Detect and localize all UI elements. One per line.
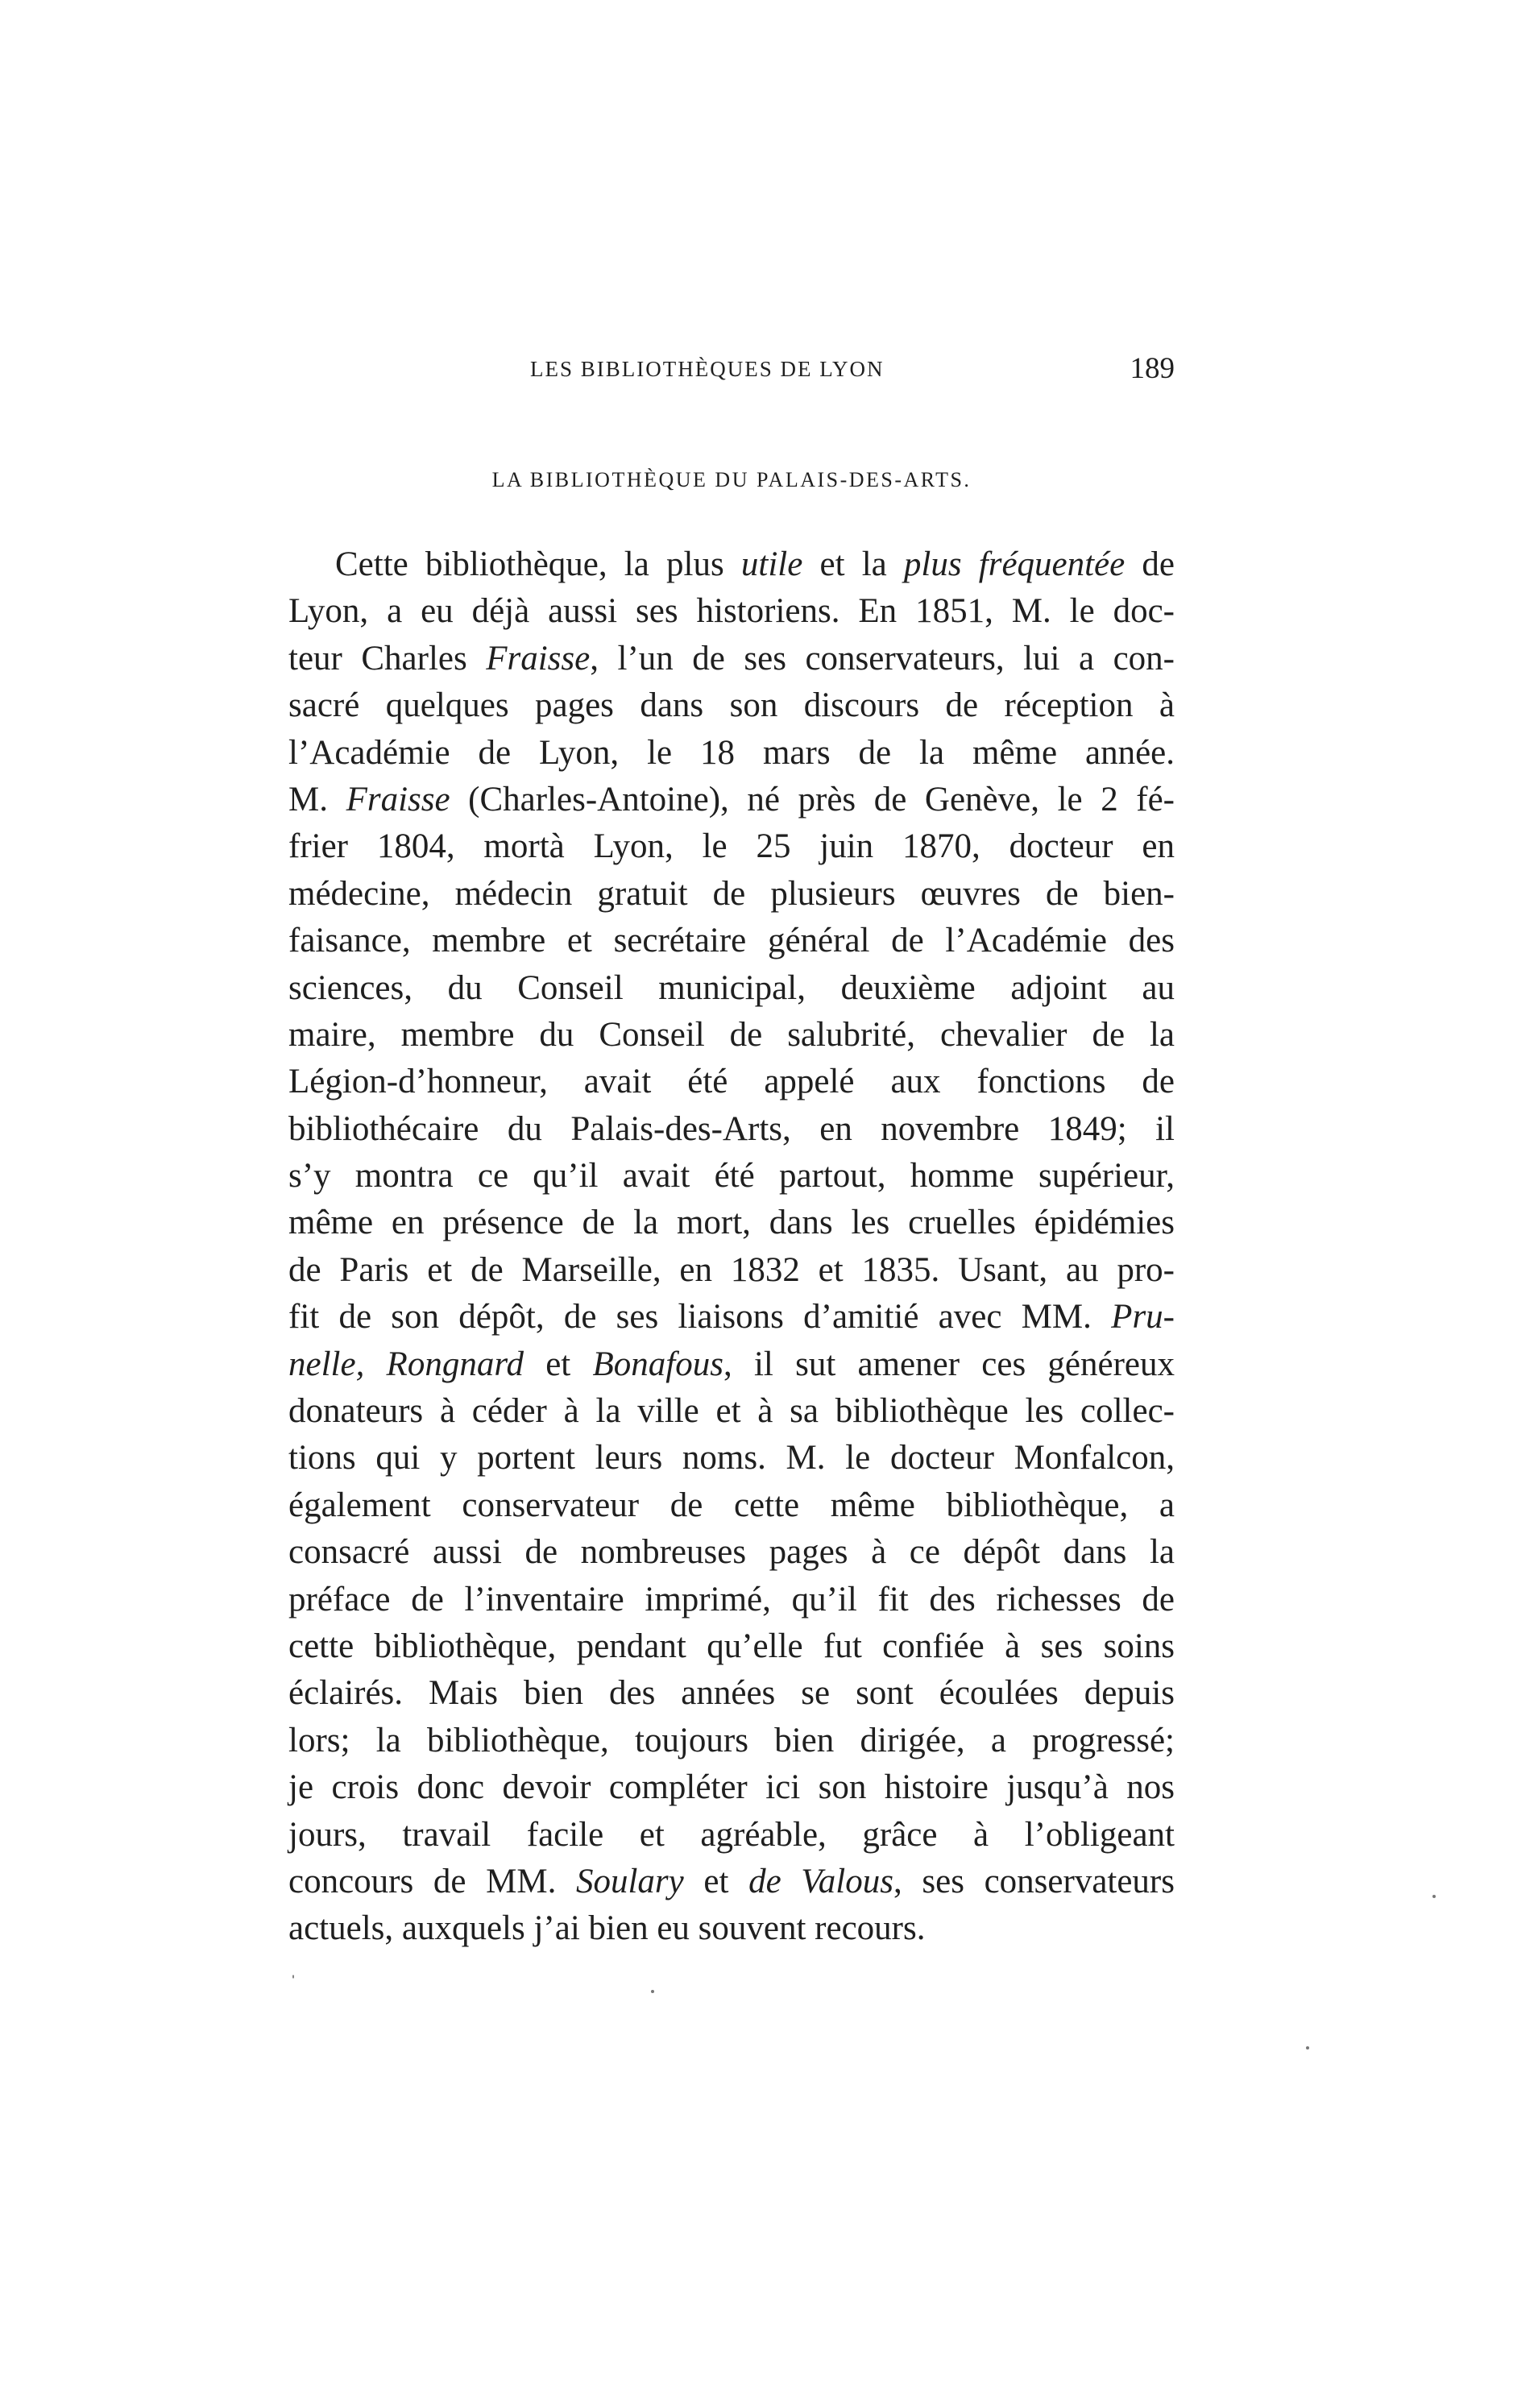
text-line bbox=[288, 1529, 1175, 1576]
text-segment: et bbox=[683, 1862, 749, 1900]
text-line bbox=[288, 541, 1175, 588]
italic-text: nelle, Rongnard bbox=[288, 1345, 524, 1383]
text-segment: même en présence de la mort, dans les cruelles épidémies bbox=[288, 1204, 1175, 1242]
text-segment: sacré quelques pages dans son discours de réception à bbox=[288, 686, 1175, 725]
text-segment: Légion-d’honneur, avait été appelé aux fonctions de bbox=[288, 1063, 1175, 1101]
italic-text: plus fréquentée bbox=[903, 545, 1126, 583]
page-number: 189 bbox=[1130, 352, 1175, 385]
italic-text: Fraisse bbox=[346, 780, 450, 819]
italic-text: utile bbox=[740, 545, 803, 583]
text-segment: teur Charles bbox=[288, 639, 487, 678]
text-segment: je crois donc devoir compléter ici son histoire jusqu’à nos bbox=[288, 1768, 1175, 1807]
text-line bbox=[288, 1059, 1175, 1105]
text-segment: tions qui y portent leurs noms. M. le docteur Monfalcon, bbox=[288, 1439, 1175, 1478]
text-line bbox=[288, 636, 1175, 682]
text-line bbox=[288, 777, 1175, 823]
running-title: LES BIBLIOTHÈQUES DE LYON bbox=[530, 357, 885, 381]
text-segment: et bbox=[523, 1345, 593, 1383]
text-line bbox=[288, 682, 1175, 729]
text-segment: et la bbox=[802, 545, 904, 583]
italic-text: Soulary bbox=[575, 1862, 684, 1900]
print-speck: ˌ bbox=[290, 1958, 296, 1979]
text-line bbox=[288, 1341, 1175, 1388]
italic-text: Fraisse bbox=[486, 639, 591, 678]
text-line bbox=[288, 1905, 1175, 1952]
text-segment: également conservateur de cette même bibliothèque, a bbox=[288, 1486, 1175, 1524]
text-line bbox=[288, 1200, 1175, 1246]
text-segment: sciences, du Conseil municipal, deuxième adjoint au bbox=[288, 968, 1175, 1007]
text-segment: donateurs à céder à la ville et à sa bibliothèque les collec- bbox=[288, 1392, 1175, 1431]
italic-text: Pru- bbox=[1111, 1298, 1175, 1337]
text-line bbox=[288, 1153, 1175, 1200]
text-line bbox=[288, 1718, 1175, 1764]
italic-text: de Valous bbox=[748, 1862, 893, 1900]
text-segment: M. bbox=[288, 780, 346, 819]
body-paragraph bbox=[288, 541, 1175, 1953]
text-segment: de bbox=[1125, 545, 1175, 583]
text-segment: frier 1804, mortà Lyon, le 25 juin 1870, docteur en bbox=[288, 827, 1175, 866]
text-segment: concours de MM. bbox=[288, 1862, 576, 1900]
print-speck bbox=[1306, 2046, 1309, 2049]
text-segment: jours, travail facile et agréable, grâce à l’obligeant bbox=[288, 1815, 1175, 1854]
text-line bbox=[288, 1623, 1175, 1670]
text-segment: médecine, médecin gratuit de plusieurs œuvres de bien- bbox=[288, 874, 1175, 913]
section-title: LA BIBLIOTHÈQUE DU PALAIS-DES-ARTS. bbox=[491, 468, 972, 491]
text-segment: s’y montra ce qu’il avait été partout, homme supérieur, bbox=[288, 1157, 1175, 1196]
text-line bbox=[288, 1764, 1175, 1811]
text-line bbox=[288, 588, 1175, 635]
text-line bbox=[288, 1106, 1175, 1153]
text-line bbox=[288, 1247, 1175, 1294]
text-line bbox=[288, 1482, 1175, 1529]
text-line bbox=[288, 1859, 1175, 1905]
italic-text: Bonafous bbox=[592, 1345, 723, 1383]
text-line bbox=[288, 1294, 1175, 1341]
text-segment: maire, membre du Conseil de salubrité, chevalier de la bbox=[288, 1015, 1175, 1054]
text-segment: lors; la bibliothèque, toujours bien dirigée, a progressé; bbox=[288, 1721, 1175, 1759]
text-segment: Lyon, a eu déjà aussi ses historiens. En 1851, M. le doc- bbox=[288, 592, 1175, 631]
text-segment: préface de l’inventaire imprimé, qu’il fit des richesses de bbox=[288, 1580, 1175, 1618]
print-speck bbox=[651, 1990, 654, 1993]
text-segment: actuels, auxquels j’ai bien eu souvent recours. bbox=[288, 1909, 926, 1948]
text-segment: éclairés. Mais bien des années se sont écoulées depuis bbox=[288, 1674, 1175, 1713]
text-line bbox=[288, 1670, 1175, 1717]
text-segment: , ses conservateurs bbox=[893, 1862, 1175, 1900]
text-segment: , l’un de ses conservateurs, lui a con- bbox=[590, 639, 1175, 678]
text-segment: bibliothécaire du Palais-des-Arts, en novembre 1849; il bbox=[288, 1109, 1175, 1148]
text-line bbox=[288, 1012, 1175, 1059]
print-speck bbox=[1432, 1895, 1436, 1898]
text-line bbox=[288, 1388, 1175, 1435]
text-segment: Cette bibliothèque, la plus bbox=[335, 545, 741, 583]
text-segment: cette bibliothèque, pendant qu’elle fut confiée à ses soins bbox=[288, 1627, 1175, 1665]
text-line bbox=[288, 823, 1175, 870]
text-segment: consacré aussi de nombreuses pages à ce dépôt dans la bbox=[288, 1533, 1175, 1572]
text-line bbox=[288, 965, 1175, 1012]
text-line bbox=[288, 1577, 1175, 1623]
text-line bbox=[288, 1812, 1175, 1859]
text-segment: de Paris et de Marseille, en 1832 et 1835. Usant, au pro- bbox=[288, 1250, 1175, 1289]
text-line bbox=[288, 1435, 1175, 1482]
text-segment: l’Académie de Lyon, le 18 mars de la même année. bbox=[288, 733, 1175, 772]
text-line bbox=[288, 871, 1175, 918]
text-segment: fit de son dépôt, de ses liaisons d’amitié avec MM. bbox=[288, 1298, 1112, 1337]
text-segment: , il sut amener ces généreux bbox=[723, 1345, 1175, 1383]
text-line bbox=[288, 730, 1175, 777]
running-header bbox=[288, 345, 1175, 393]
text-segment: faisance, membre et secrétaire général de l’Académie des bbox=[288, 922, 1175, 960]
text-line bbox=[288, 918, 1175, 964]
text-segment: (Charles-Antoine), né près de Genève, le 2 fé- bbox=[450, 780, 1175, 819]
